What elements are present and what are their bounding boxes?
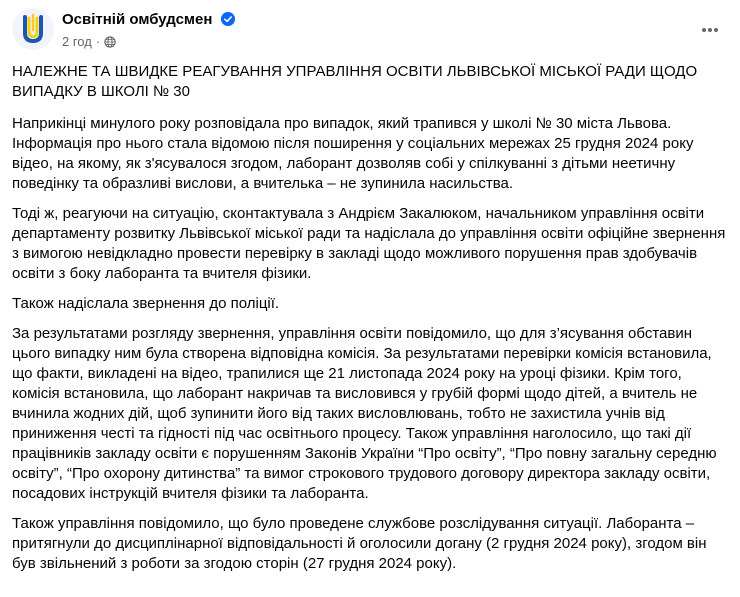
globe-icon[interactable] (104, 36, 116, 51)
post-paragraph-5: Також управління повідомило, що було проведене службове розслідування ситуації. Лаборанта – притягнули до дисциплінарної відповідальності й оголосили догану (2 грудня 2024 року), згодом він був звільнений з роботи за згодою сторін (27 грудня 2024 року). (12, 515, 707, 572)
post-text (12, 62, 728, 584)
more-options-button[interactable] (692, 12, 728, 48)
page-avatar[interactable] (12, 8, 54, 50)
post-paragraph-2: Тоді ж, реагуючи на ситуацію, сконтактувала з Андрієм Закалюком, начальником управління освіти департаменту розвитку Львівської міської ради та надіслала до управління освіти офіційне звернення з вимогою невідкладно провести перевірку в закладі щодо можливого порушення прав здобувачів освіти з боку лаборанта та вчителя фізики. (12, 205, 726, 282)
page-name: Освітній омбудсмен (62, 11, 213, 28)
post-timestamp[interactable]: 2 год (62, 34, 92, 49)
post-paragraph-4: За результатами розгляду звернення, управління освіти повідомило, що для з’ясування обставин цього випадку ним була створена відповідна комісія. За результатами перевірки комісія встановила, що факти, викладені на відео, трапилися ще 21 листопада 2024 року на уроці фізики. Крім того, комісія встановила, що лаборант накричав та висловився у грубій формі щодо дітей, а вчитель не вчинила жодних дій, щоб зупинити його від таких висловлювань, тобто не захистила учнів від приниження честі та гідності під час освітнього процесу. Також управління наголосило, що такі дії працівників закладу освіти є порушенням Законів України “Про освіту”, “Про повну загальну середню освіту”, “Про охорону дитинства” та вимог строкового трудового договору директора закладу освіти, посадових інструкцій вчителя фізики та лаборанта. (12, 325, 717, 502)
post-paragraph-1: Наприкінці минулого року розповідала про випадок, який трапився у школі № 30 міста Львова. Інформація про нього стала відомою після поширення у соціальних мережах 25 грудня 2024 року відео, на якому, як з'ясувалося згодом, лаборант дозволяв собі у спілкуванні з дітьми неетичну поведінку та образливі вислови, а вчителька – не зупинила насильства. (12, 115, 694, 192)
ombudsman-logo-icon (12, 8, 54, 50)
post-meta (62, 34, 116, 51)
post-paragraph-3: Також надіслала звернення до поліції. (12, 295, 280, 312)
meta-separator: · (95, 34, 101, 49)
post-title: НАЛЕЖНЕ ТА ШВИДКЕ РЕАГУВАННЯ УПРАВЛІННЯ ОСВІТИ ЛЬВІВСЬКОЇ МІСЬКОЇ РАДИ ЩОДО ВИПАДКУ В ШКОЛІ № 30 (12, 63, 698, 100)
verified-badge-icon (221, 12, 235, 30)
more-options-icon (700, 20, 720, 40)
post-header (12, 8, 728, 58)
page-name-link[interactable] (62, 11, 235, 30)
